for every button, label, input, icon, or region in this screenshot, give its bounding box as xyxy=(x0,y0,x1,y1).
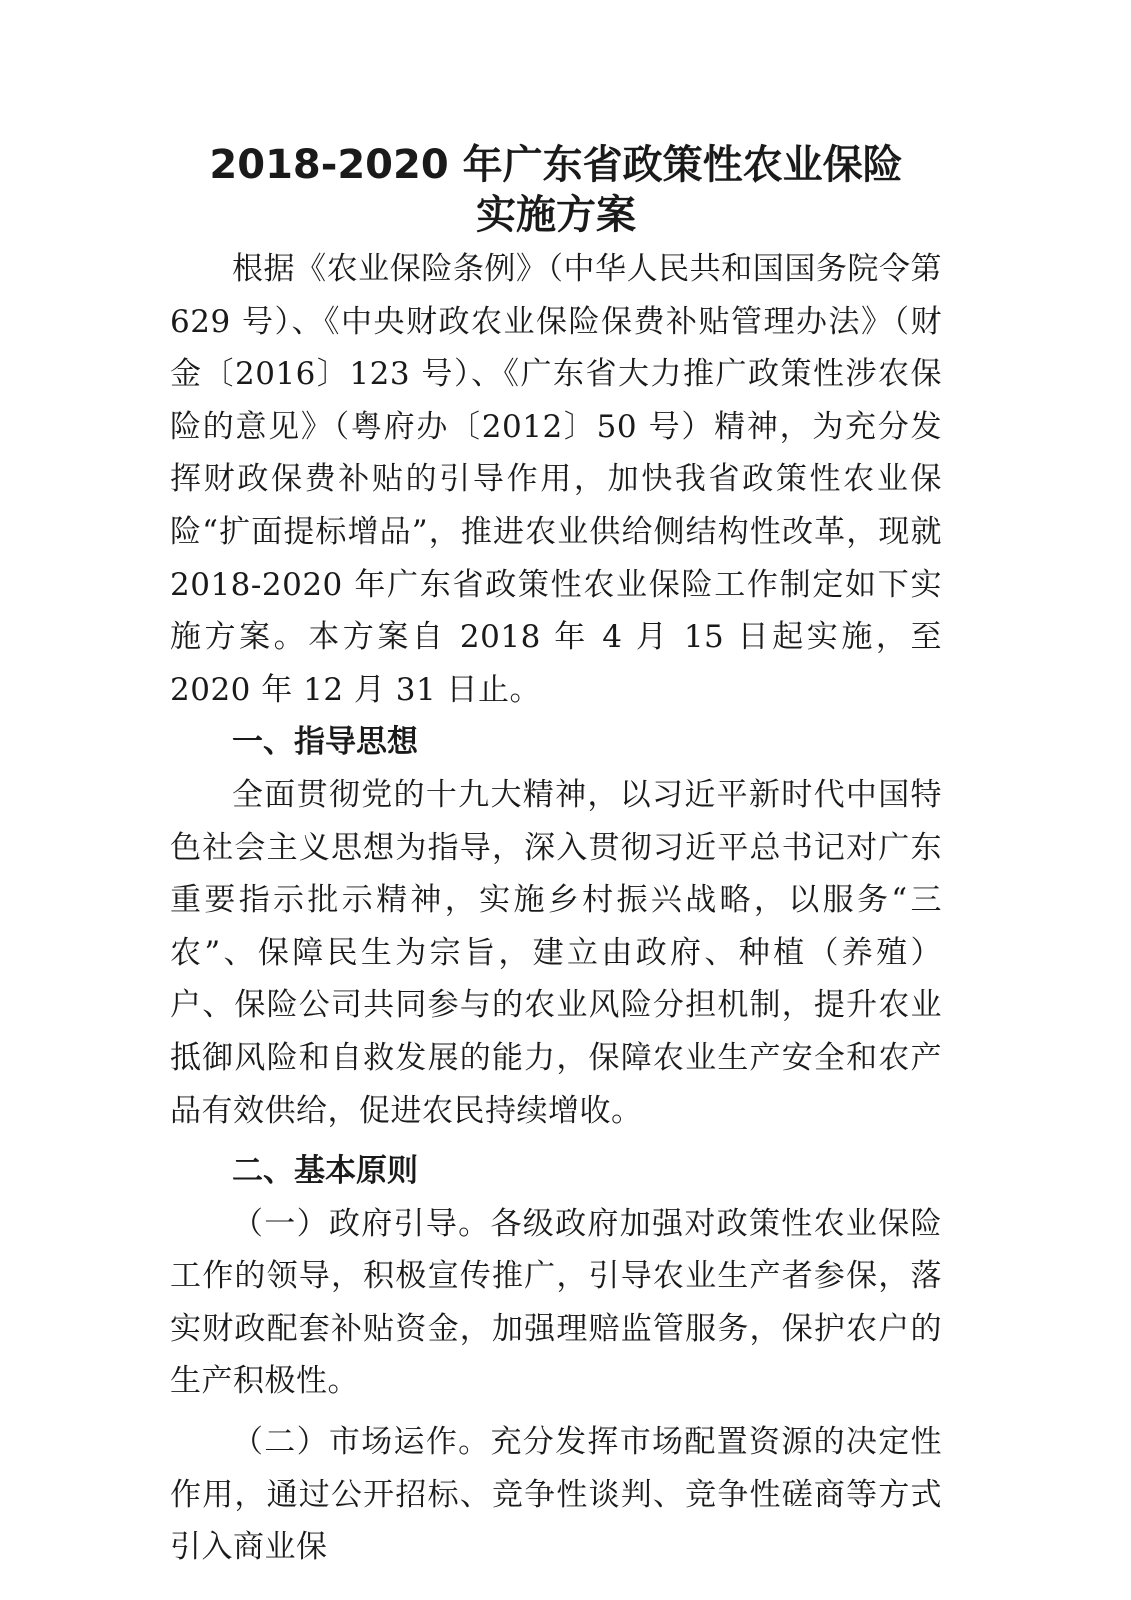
section-2-paragraph-2: （二）市场运作。充分发挥市场配置资源的决定性作用，通过公开招标、竞争性谈判、竞争性磋商等方式引入商业保 xyxy=(170,1424,942,1566)
document-title xyxy=(170,140,942,240)
intro-paragraph: 根据《农业保险条例》（中华人民共和国国务院令第 629 号）、《中央财政农业保险保费补贴管理办法》（财金〔2016〕123 号）、《广东省大力推广政策性涉农保险的意见》（粤府办〔2012〕50 号）精神，为充分发挥财政保费补贴的引导作用，加快我省政策性农业保险“扩面提标增品”，推进农业供给侧结构性改革，现就 2018-2020 年广东省政策性农业保险工作制定如下实施方案。本方案自 2018 年 4 月 15 日起实施，至 2020 年 12 月 31 日止。 xyxy=(170,251,942,708)
section-1-paragraph-1: 全面贯彻党的十九大精神，以习近平新时代中国特色社会主义思想为指导，深入贯彻习近平总书记对广东重要指示批示精神，实施乡村振兴战略，以服务“三农”、保障民生为宗旨，建立由政府、种植（养殖）户、保险公司共同参与的农业风险分担机制，提升农业抵御风险和自救发展的能力，保障农业生产安全和农产品有效供给，促进农民持续增收。 xyxy=(170,776,942,1129)
section-heading-basic-principles: 二、基本原则 xyxy=(232,1153,418,1190)
section-heading-guiding-ideology: 一、指导思想 xyxy=(232,724,418,761)
document-page xyxy=(170,140,942,1574)
section-2-paragraph-1: （一）政府引导。各级政府加强对政策性农业保险工作的领导，积极宣传推广，引导农业生产者参保，落实财政配套补贴资金，加强理赔监管服务，保护农户的生产积极性。 xyxy=(170,1205,942,1400)
title-line-1: 2018-2020 年广东省政策性农业保险 xyxy=(209,142,903,188)
title-line-2: 实施方案 xyxy=(476,192,636,238)
